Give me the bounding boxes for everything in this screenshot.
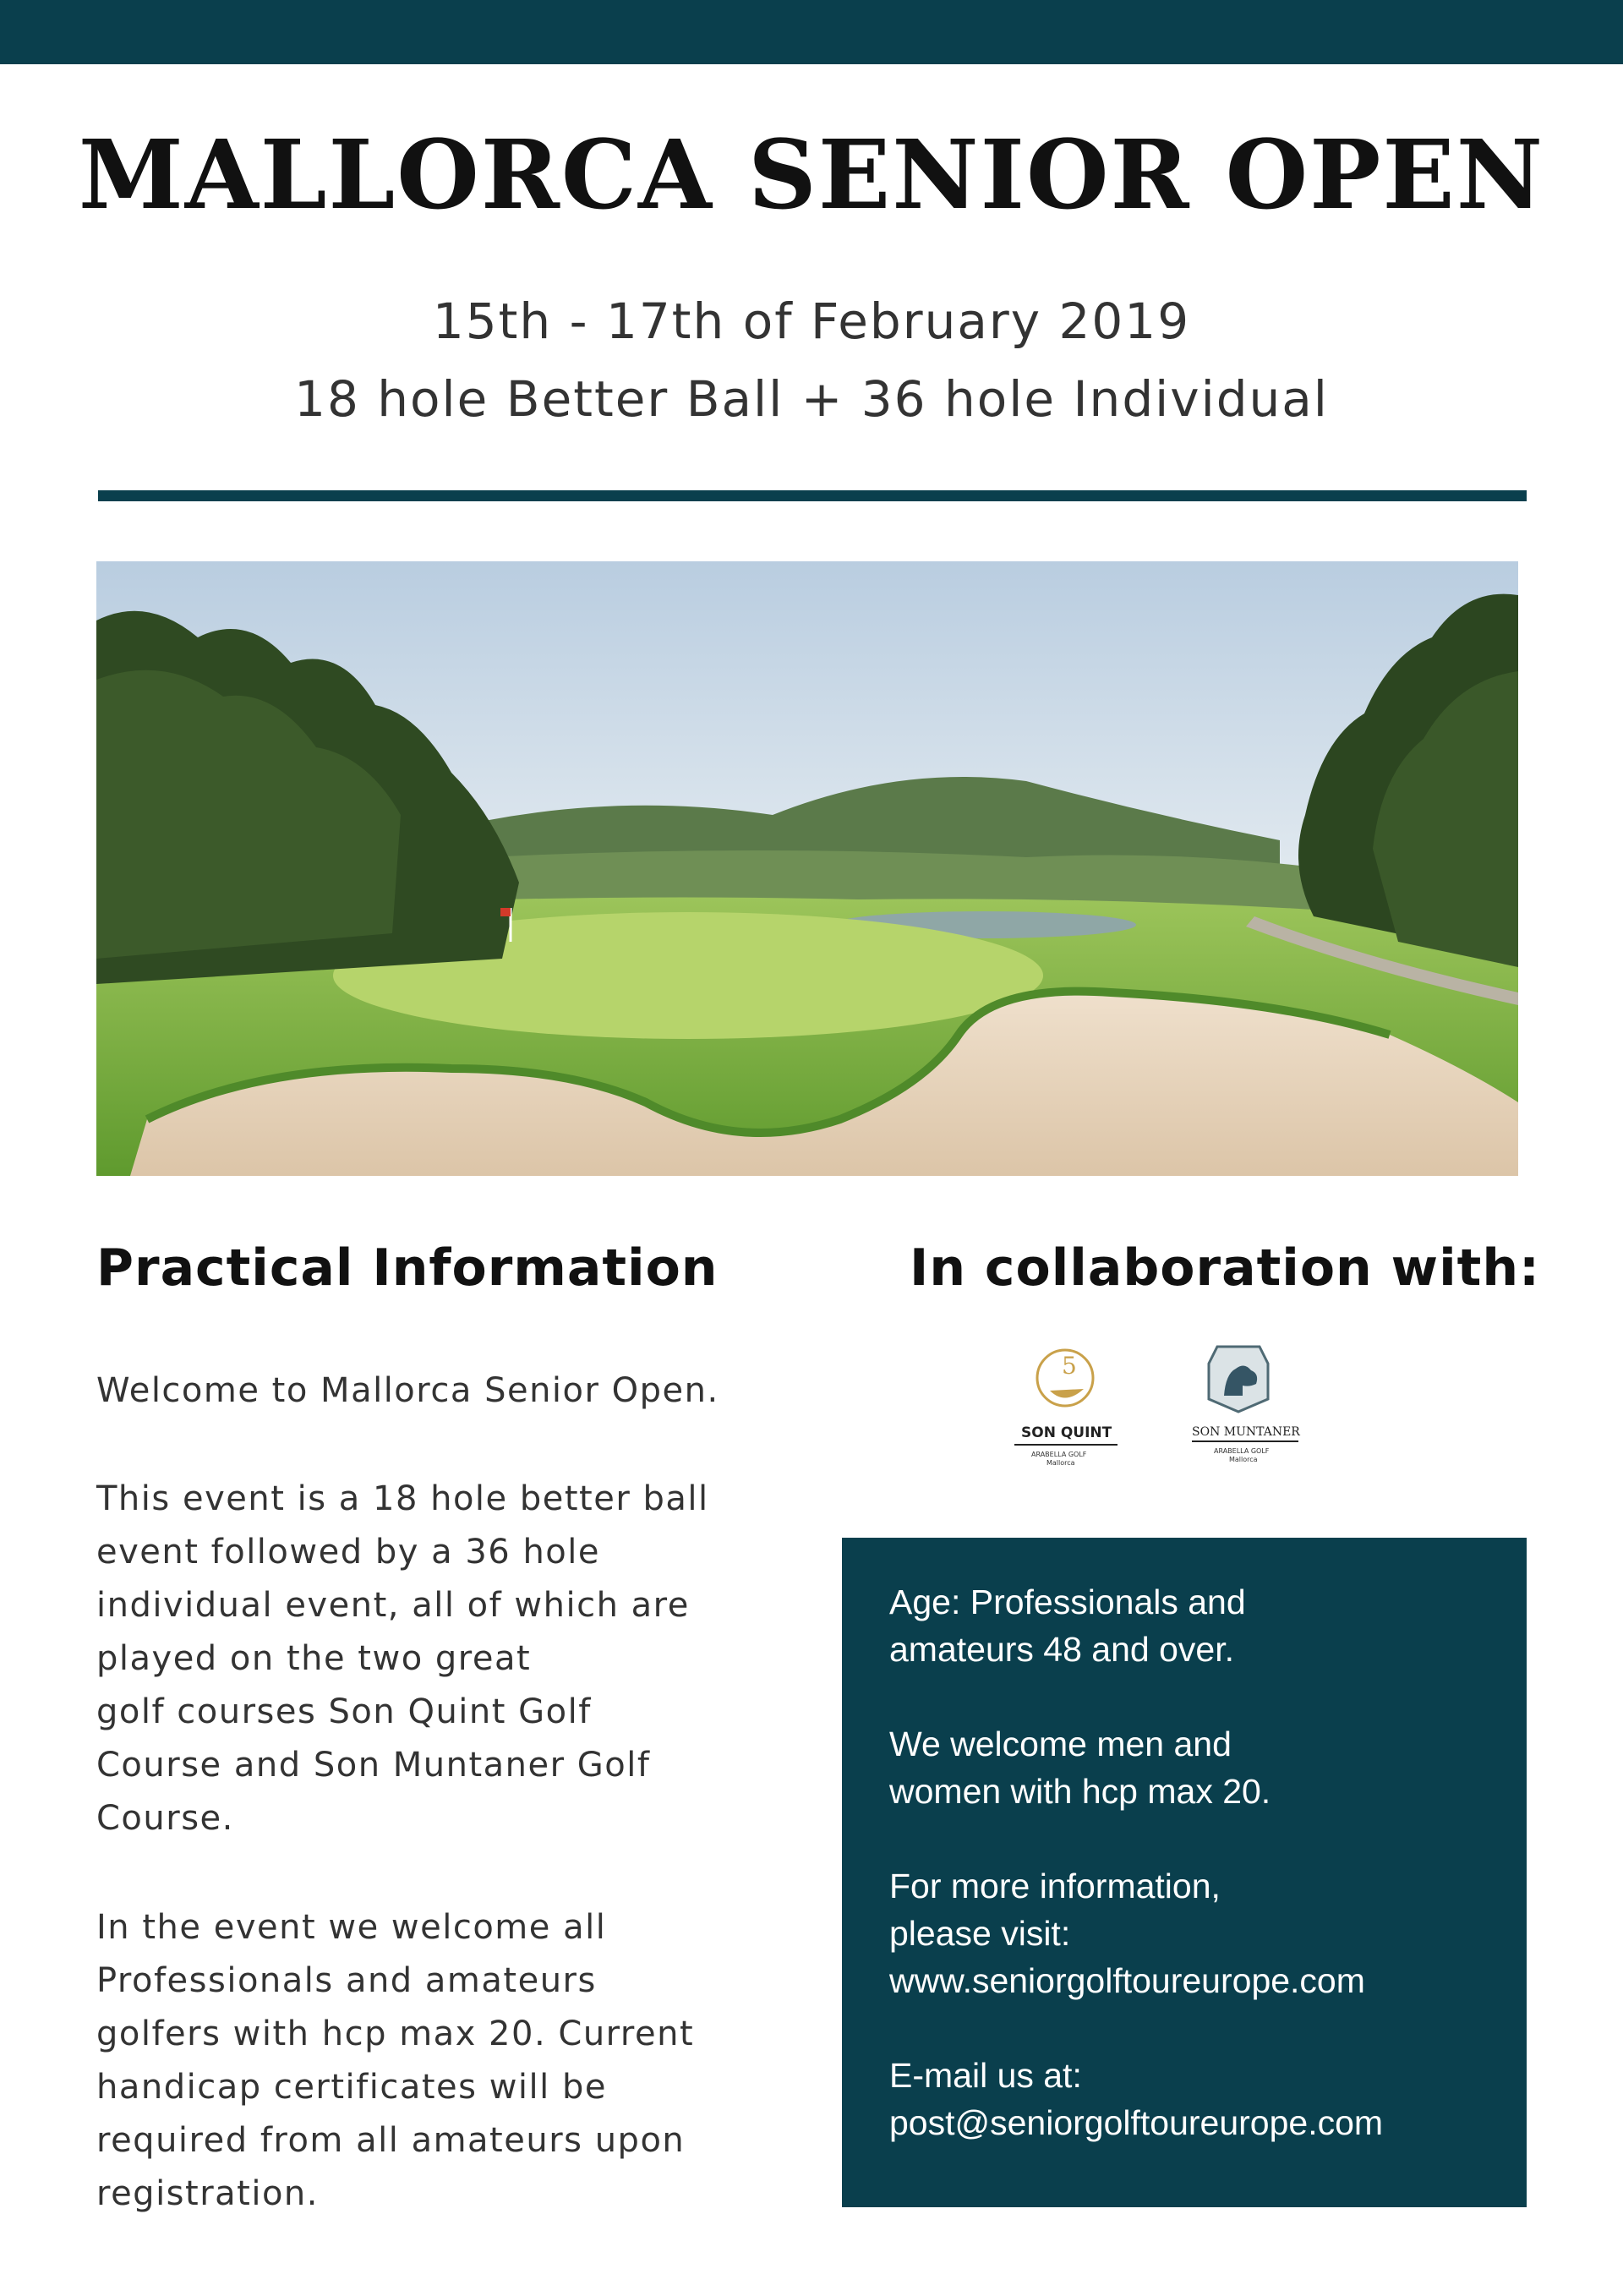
event-line: Course. [96,1799,234,1838]
eligibility-line: required from all amateurs upon [96,2121,686,2160]
son-quint-logo [1006,1340,1150,1484]
son-muntaner-logo [1183,1340,1327,1484]
svg-text:5: 5 [1062,1352,1077,1380]
partner-logos [1006,1340,1327,1484]
hcp-info [889,1720,1479,1815]
event-line: played on the two great [96,1639,532,1678]
son-muntaner-sub: ARABELLA GOLF [1214,1447,1270,1455]
website-link[interactable]: www.seniorgolftoureurope.com [889,1961,1365,2000]
event-format: 18 hole Better Ball + 36 hole Individual [294,370,1329,428]
welcome-line: Welcome to Mallorca Senior Open. [96,1371,719,1410]
eligibility-line: golfers with hcp max 20. Current [96,2014,695,2053]
golf-course-photo [96,561,1518,1176]
practical-info-heading: Practical Information [96,1238,719,1298]
more-line: please visit: [889,1914,1071,1953]
son-quint-sub: ARABELLA GOLF [1031,1451,1087,1458]
event-dates: 15th - 17th of February 2019 [432,292,1191,350]
event-line: event followed by a 36 hole [96,1533,600,1572]
event-line: golf courses Son Quint Golf [96,1692,592,1731]
email-label: E-mail us at: [889,2056,1082,2095]
son-quint-place: Mallorca [1046,1459,1075,1467]
more-line: For more information, [889,1867,1221,1905]
more-info [889,1862,1479,2004]
email-link[interactable]: post@seniorgolftoureurope.com [889,2103,1384,2142]
top-color-band [0,0,1623,64]
event-line: Course and Son Muntaner Golf [96,1746,651,1785]
son-muntaner-place: Mallorca [1229,1456,1258,1463]
eligibility-line: Professionals and amateurs [96,1961,597,2000]
age-line: amateurs 48 and over. [889,1630,1234,1669]
age-line: Age: Professionals and [889,1583,1246,1621]
email-info [889,2052,1479,2146]
page-title: MALLORCA SENIOR OPEN [78,120,1545,231]
event-line: This event is a 18 hole better ball [96,1479,709,1518]
divider-rule [98,490,1527,501]
welcome-paragraph [96,1364,790,1418]
age-info [889,1578,1479,1673]
collaboration-heading: In collaboration with: [910,1238,1541,1298]
eligibility-line: handicap certificates will be [96,2068,607,2107]
son-quint-name: SON QUINT [1021,1424,1112,1441]
event-line: individual event, all of which are [96,1586,690,1625]
son-muntaner-name: SON MUNTANER [1192,1425,1300,1439]
eligibility-paragraph [96,1901,790,2221]
hcp-line: We welcome men and [889,1725,1232,1763]
info-box [842,1538,1527,2207]
event-description-paragraph [96,1473,790,1845]
hcp-line: women with hcp max 20. [889,1772,1271,1811]
eligibility-line: In the event we welcome all [96,1908,607,1947]
eligibility-line: registration. [96,2174,319,2213]
